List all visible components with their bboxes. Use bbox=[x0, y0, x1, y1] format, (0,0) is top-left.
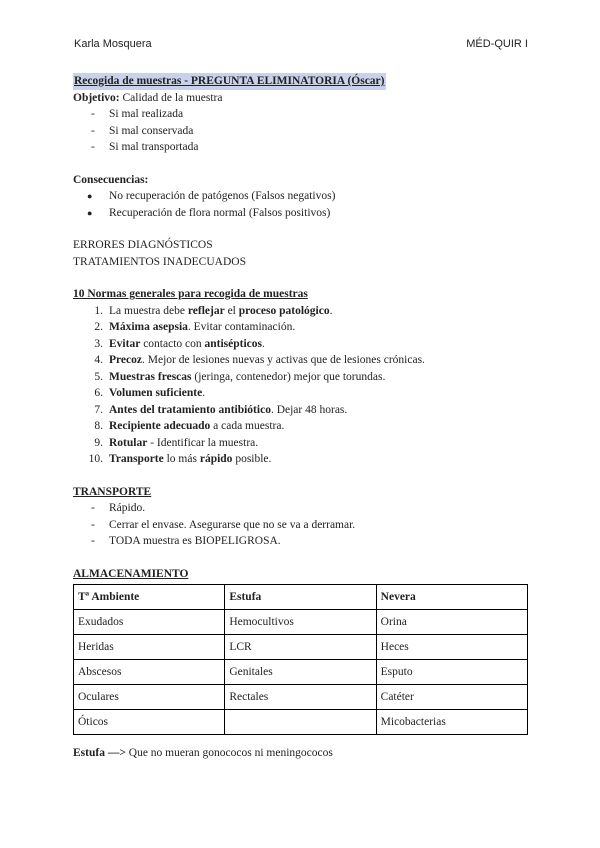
bullet-icon: ● bbox=[87, 207, 93, 218]
table-cell: Heces bbox=[376, 635, 527, 660]
tratamientos-line: TRATAMIENTOS INADECUADOS bbox=[73, 255, 246, 268]
bold-text: Recipiente adecuado bbox=[109, 420, 211, 432]
document-body bbox=[73, 73, 528, 762]
list-item bbox=[73, 106, 528, 123]
bold-text: Transporte bbox=[109, 453, 164, 465]
list-item bbox=[73, 517, 528, 534]
list-item bbox=[73, 205, 528, 222]
text: . bbox=[329, 304, 333, 317]
list-item bbox=[73, 123, 528, 140]
normas-list bbox=[73, 303, 528, 468]
dash-marker: - bbox=[91, 108, 95, 120]
table-row bbox=[74, 610, 528, 635]
column-header: Nevera bbox=[376, 585, 527, 610]
bold-text: Precoz bbox=[109, 354, 142, 366]
list-item bbox=[73, 139, 528, 156]
bold-text: Antes del tratamiento antibiótico bbox=[109, 403, 271, 416]
list-item-text: Si mal conservada bbox=[109, 124, 194, 137]
norma-item bbox=[73, 402, 528, 419]
normas-title: 10 Normas generales para recogida de muestras bbox=[73, 288, 308, 300]
list-item bbox=[73, 500, 528, 517]
norma-item bbox=[73, 352, 528, 369]
list-item-text: No recuperación de patógenos (Falsos negativos) bbox=[109, 190, 336, 202]
objetivo-list bbox=[73, 106, 528, 156]
bold-text: proceso patológico bbox=[238, 304, 330, 317]
consecuencias-list bbox=[73, 188, 528, 221]
dash-marker: - bbox=[91, 502, 95, 514]
list-item-text: TODA muestra es BIOPELIGROSA. bbox=[109, 535, 281, 547]
list-item-text: Cerrar el envase. Asegurarse que no se va a derramar. bbox=[109, 518, 356, 531]
list-number: 8. bbox=[94, 420, 103, 432]
dash-marker: - bbox=[91, 141, 95, 153]
dash-marker: - bbox=[91, 124, 95, 137]
estufa-note-text: Que no mueran gonococos ni meningococos bbox=[125, 747, 333, 759]
table-cell: Esputo bbox=[376, 660, 527, 685]
header-course: MÉD-QUIR I bbox=[466, 38, 528, 50]
text: - Identificar la muestra. bbox=[147, 436, 259, 449]
norma-item bbox=[73, 303, 528, 320]
norma-item bbox=[73, 435, 528, 452]
bold-text: Evitar bbox=[109, 337, 141, 350]
objetivo-text: Calidad de la muestra bbox=[119, 91, 223, 104]
text: . Evitar contaminación. bbox=[187, 321, 296, 333]
list-number: 10. bbox=[88, 453, 103, 465]
text: . bbox=[202, 387, 206, 399]
list-item bbox=[73, 188, 528, 205]
transporte-title: TRANSPORTE bbox=[73, 485, 152, 498]
table-cell: Hemocultivos bbox=[225, 610, 376, 635]
norma-item bbox=[73, 336, 528, 353]
consecuencias-label: Consecuencias: bbox=[73, 173, 149, 186]
list-number: 6. bbox=[94, 387, 103, 399]
text: (jeringa, contenedor) mejor que torundas. bbox=[191, 370, 386, 383]
norma-item bbox=[73, 369, 528, 386]
column-header: Estufa bbox=[225, 585, 376, 610]
table-cell: Rectales bbox=[225, 685, 376, 710]
page-title: Recogida de muestras - PREGUNTA ELIMINATORIA (Óscar) bbox=[73, 73, 386, 90]
dash-marker: - bbox=[91, 535, 95, 547]
text: La muestra debe bbox=[109, 304, 188, 317]
table-row bbox=[74, 685, 528, 710]
text: a cada muestra. bbox=[210, 420, 285, 432]
table-cell: Exudados bbox=[74, 610, 225, 635]
text: . Dejar 48 horas. bbox=[270, 403, 348, 416]
list-item-text: Si mal transportada bbox=[109, 141, 199, 153]
bold-text: reflejar bbox=[187, 304, 225, 317]
bold-text: Rotular bbox=[109, 436, 148, 449]
list-number: 9. bbox=[94, 436, 103, 449]
bold-text: Volumen suficiente bbox=[109, 387, 203, 399]
table-cell: Óticos bbox=[74, 710, 225, 735]
table-header-row bbox=[74, 585, 528, 610]
transporte-list bbox=[73, 500, 528, 550]
list-number: 3. bbox=[94, 337, 103, 350]
list-item-text: Rápido. bbox=[109, 502, 146, 514]
list-item-text: Recuperación de flora normal (Falsos positivos) bbox=[109, 206, 331, 219]
list-number: 4. bbox=[94, 354, 103, 366]
bold-text: Muestras frescas bbox=[109, 370, 192, 383]
table-cell: Micobacterias bbox=[376, 710, 527, 735]
estufa-note-label: Estufa —> bbox=[73, 747, 126, 759]
estufa-note bbox=[73, 745, 528, 762]
text: . Mejor de lesiones nuevas y activas que de lesiones crónicas. bbox=[141, 354, 425, 366]
table-row bbox=[74, 660, 528, 685]
errores-line: ERRORES DIAGNÓSTICOS bbox=[73, 239, 213, 251]
list-item bbox=[73, 533, 528, 550]
objetivo-line bbox=[73, 90, 528, 107]
norma-item bbox=[73, 451, 528, 468]
almacenamiento-table bbox=[73, 584, 528, 735]
text: contacto con bbox=[140, 337, 205, 350]
objetivo-label: Objetivo: bbox=[73, 91, 120, 104]
table-cell: Orina bbox=[376, 610, 527, 635]
norma-item bbox=[73, 418, 528, 435]
bullet-icon: ● bbox=[87, 191, 93, 201]
bold-text: Máxima asepsia bbox=[109, 321, 188, 333]
table-cell: Oculares bbox=[74, 685, 225, 710]
dash-marker: - bbox=[91, 518, 95, 531]
text: el bbox=[224, 304, 239, 317]
table-cell: Genitales bbox=[225, 660, 376, 685]
list-item-text: Si mal realizada bbox=[109, 108, 184, 120]
column-header: Tª Ambiente bbox=[74, 585, 225, 610]
bold-text: antisépticos bbox=[204, 337, 262, 350]
table-cell: Catéter bbox=[376, 685, 527, 710]
norma-item bbox=[73, 319, 528, 336]
list-number: 2. bbox=[94, 321, 103, 333]
table-cell: LCR bbox=[225, 635, 376, 660]
table-cell: Abscesos bbox=[74, 660, 225, 685]
table-cell bbox=[225, 710, 376, 735]
table-cell: Heridas bbox=[74, 635, 225, 660]
list-number: 1. bbox=[94, 304, 103, 317]
list-number: 7. bbox=[94, 403, 103, 416]
text: lo más bbox=[163, 453, 200, 465]
table-row bbox=[74, 710, 528, 735]
norma-item bbox=[73, 385, 528, 402]
almacenamiento-title: ALMACENAMIENTO bbox=[73, 567, 189, 580]
table-row bbox=[74, 635, 528, 660]
text: posible. bbox=[232, 453, 272, 465]
header-author: Karla Mosquera bbox=[74, 38, 152, 50]
list-number: 5. bbox=[94, 370, 103, 383]
bold-text: rápido bbox=[199, 453, 233, 465]
text: . bbox=[262, 337, 265, 350]
